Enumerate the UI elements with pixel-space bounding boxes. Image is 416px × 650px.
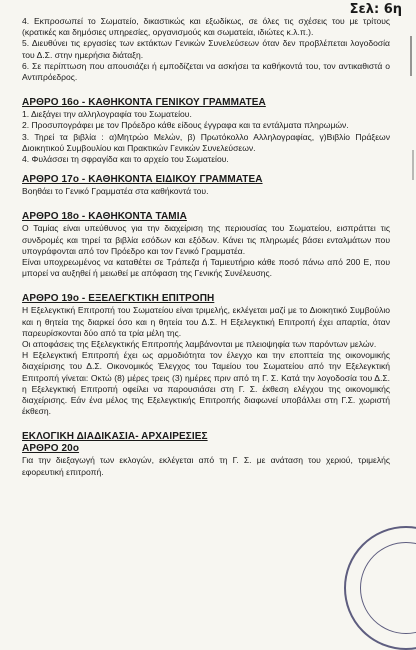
article-20-text: Για την διεξαγωγή των εκλογών, εκλέγεται από τη Γ. Σ. με ανάταση του χεριού, τριμελής εφορευτική επιτροπή. [22,455,390,477]
seal-inner-ring [360,542,416,634]
article-19-title: ΑΡΘΡΟ 19ο - ΕΞΕΛΕΓΚΤΙΚΗ ΕΠΙΤΡΟΠΗ [22,293,215,305]
margin-mark [404,36,412,76]
article-18-paragraph-2: Είναι υποχρεωμένος να καταθέτει σε Τράπεζα ή Ταμιευτήριο κάθε ποσό πάνω από 200 Ε, που μπορεί να αυξηθεί ή μειωθεί με απόφαση της Γενικής Συνέλευσης. [22,257,390,279]
article-16-item-2: 2. Προσυπογράφει με τον Πρόεδρο κάθε είδους έγγραφα και τα εντάλματα πληρωμών. [22,120,349,131]
article-18-title: ΑΡΘΡΟ 18ο - ΚΑΘΗΚΟΝΤΑ ΤΑΜΙΑ [22,211,187,223]
article-18-paragraph-1: Ο Ταμίας είναι υπεύθυνος για την διαχείριση της περιουσίας του Σωματείου, εισπράττει τις συνδρομές και τηρεί τα βιβλία εσόδων και εξόδων. Κάνει τις πληρωμές βάσει ενταλμάτων που υπογράφονται από τον Πρόεδρο και τον Γενικό Γραμματέα. [22,223,390,256]
article-19-paragraph-1: Η Εξελεγκτική Επιτροπή του Σωματείου είναι τριμελής, εκλέγεται μαζί με το Διοικητικό Συμβούλιο και η θητεία της διαρκεί όσο και η θητεία του Δ.Σ. Η Εξελεγκτική Επιτροπή έχει απαρτία, όταν παρευρίσκονται δύο από τα τρία μέλη της. [22,305,390,338]
article-19-paragraph-3: Η Εξελεγκτική Επιτροπή έχει ως αρμοδιότητα τον έλεγχο και την εποπτεία της οικονομικής διαχείρισης του Δ.Σ. Οικονομικός Έλεγχος του Ταμείου του Σωματείου από την Εξελεγκτική Επιτροπή γίνεται: Οκτώ (8) μέρες τρεις (3) ημέρες πριν από τη Γ. Σ. Κατά την λογοδοσία του Δ.Σ. η Εξελεγκτική Επιτροπή οφείλει να παρουσιάσει στη Γ. Σ. έκθεση ελέγχου της οικονομικής διαχείρισης. Εάν ένα μέλος της Εξελεγκτικής Επιτροπής διαφωνεί υποβάλλει στη Γ.Σ. χωριστή έκθεση. [22,350,390,417]
article-16-item-1: 1. Διεξάγει την αλληλογραφία του Σωματείου. [22,109,192,120]
round-seal-icon [344,526,416,650]
intro-item-4: 4. Εκπροσωπεί το Σωματείο, δικαστικώς και εξωδίκως, σε όλες τις σχέσεις του με τρίτους (κρατικές και δημόσιες υπηρεσίες, οργανισμούς και σωματεία, ιδιώτες κ.λ.π.). [22,16,390,38]
article-20-title: ΑΡΘΡΟ 20ο [22,443,80,455]
intro-item-5: 5. Διευθύνει τις εργασίες των εκτάκτων Γενικών Συνελεύσεων όταν δεν προβλέπεται λογοδοσία του Δ.Σ. στην ημερήσια διάταξη. [22,38,390,60]
intro-item-6: 6. Σε περίπτωση που απουσιάζει ή εμποδίζεται να ασκήσει τα καθήκοντά του, τον αντικαθιστά ο Αντιπρόεδρος. [22,60,390,83]
document-body [22,16,390,478]
article-16-item-4: 4. Φυλάσσει τη σφραγίδα και το αρχείο του Σωματείου. [22,154,229,165]
page-number: Σελ: 6η [349,2,402,17]
margin-mark-lower [407,150,414,180]
article-17-title: ΑΡΘΡΟ 17ο - ΚΑΘΗΚΟΝΤΑ ΕΙΔΙΚΟΥ ΓΡΑΜΜΑΤΕΑ [22,174,263,186]
article-16-item-3: 3. Τηρεί τα βιβλία : α)Μητρώο Μελών, β) Πρωτόκολλο Αλληλογραφίας, γ)Βιβλίο Πράξεων Διοικητικού Συμβουλίου και Πρακτικών Γενικών Συνελεύσεων. [22,131,390,153]
elections-title: ΕΚΛΟΓΙΚΗ ΔΙΑΔΙΚΑΣΙΑ- ΑΡΧΑΙΡΕΣΙΕΣ [22,431,208,443]
article-19-paragraph-2: Οι αποφάσεις της Εξελεγκτικής Επιτροπής λαμβάνονται με πλειοψηφία των παρόντων μελών. [22,339,377,350]
article-16-title: ΑΡΘΡΟ 16ο - ΚΑΘΗΚΟΝΤΑ ΓΕΝΙΚΟΥ ΓΡΑΜΜΑΤΕΑ [22,97,266,109]
article-17-text: Βοηθάει το Γενικό Γραμματέα στα καθήκοντά του. [22,186,209,197]
